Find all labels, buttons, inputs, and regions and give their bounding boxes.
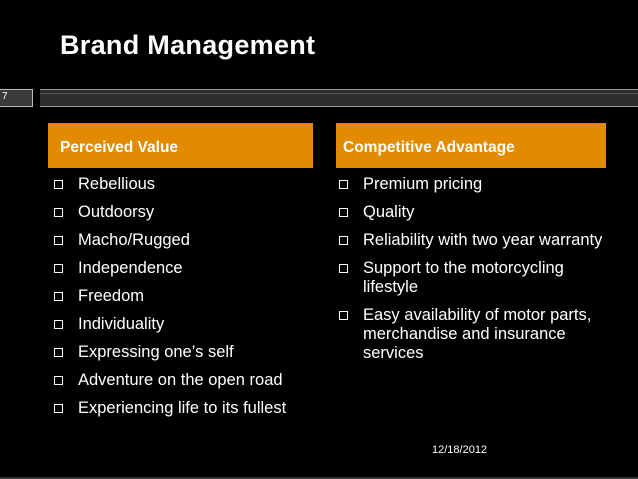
- list-item: Quality: [337, 203, 607, 222]
- square-bullet-icon: [339, 180, 348, 189]
- competitive-advantage-list: [337, 175, 607, 372]
- list-item: Individuality: [52, 315, 322, 334]
- square-bullet-icon: [339, 236, 348, 245]
- list-item: Reliability with two year warranty: [337, 231, 607, 250]
- square-bullet-icon: [54, 404, 63, 413]
- perceived-value-list: [52, 175, 322, 427]
- list-item: Independence: [52, 259, 322, 278]
- list-item: Adventure on the open road: [52, 371, 322, 390]
- title-rule-line: [40, 89, 638, 107]
- square-bullet-icon: [54, 208, 63, 217]
- square-bullet-icon: [339, 208, 348, 217]
- list-item: Easy availability of motor parts, merchandise and insurance services: [337, 306, 607, 363]
- slide-title: Brand Management: [60, 30, 316, 60]
- square-bullet-icon: [339, 264, 348, 273]
- list-item: Premium pricing: [337, 175, 607, 194]
- list-item: Expressing one’s self: [52, 343, 322, 362]
- square-bullet-icon: [339, 311, 348, 320]
- list-item: Outdoorsy: [52, 203, 322, 222]
- list-item: Macho/Rugged: [52, 231, 322, 250]
- list-item: Freedom: [52, 287, 322, 306]
- list-item: Rebellious: [52, 175, 322, 194]
- square-bullet-icon: [54, 264, 63, 273]
- slide-number-box: [0, 89, 33, 107]
- competitive-advantage-header: Competitive Advantage: [336, 123, 606, 168]
- perceived-value-header: Perceived Value: [48, 123, 313, 168]
- list-item: Support to the motorcycling lifestyle: [337, 259, 607, 297]
- slide-date: 12/18/2012: [432, 444, 488, 456]
- square-bullet-icon: [54, 236, 63, 245]
- square-bullet-icon: [54, 376, 63, 385]
- square-bullet-icon: [54, 292, 63, 301]
- slide-number: 7: [2, 91, 8, 102]
- square-bullet-icon: [54, 348, 63, 357]
- square-bullet-icon: [54, 320, 63, 329]
- square-bullet-icon: [54, 180, 63, 189]
- list-item: Experiencing life to its fullest: [52, 399, 322, 418]
